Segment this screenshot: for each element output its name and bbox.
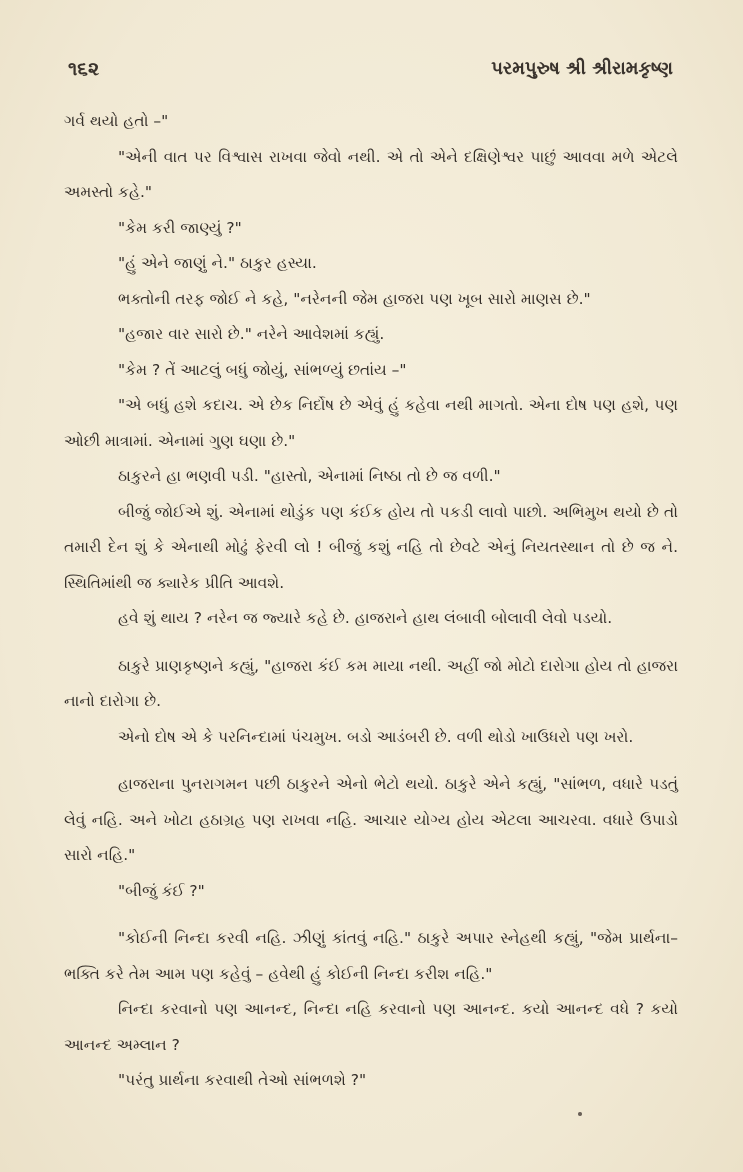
ink-speck — [578, 1112, 582, 1116]
running-title: પરમપુરુષ શ્રી શ્રીરામકૃષ્ણ — [491, 58, 673, 79]
paragraph: ઠાકુરે પ્રાણકૃષ્ણને કહ્યું, "હાજરા કંઈ કમ માયા નથી. અહીં જો મોટો દારોગા હોય તો હાજરા નાનો દારોગા છે. — [64, 656, 678, 710]
paragraph: ઠાકુરને હા ભણવી પડી. "હાસ્તો, એનામાં નિષ્ઠા તો છે જ વળી." — [118, 467, 501, 485]
body-text — [64, 104, 678, 1099]
paragraph: "હું એને જાણું ને." ઠાકુર હસ્યા. — [118, 254, 317, 272]
paragraph: ભક્તોની તરફ જોઈ ને કહે, "નરેનની જેમ હાજરા પણ ખૂબ સારો માણસ છે." — [118, 289, 591, 308]
paragraph: "એ બધું હશે કદાચ. એ છેક નિર્દોષ છે એવું હું કહેવા નથી માગતો. એના દોષ પણ હશે, પણ ઓછી માત્રામાં. એનામાં ગુણ ઘણા છે." — [64, 396, 678, 450]
paragraph: બીજું જોઈએ શું. એનામાં થોડુંક પણ કંઈક હોય તો પકડી લાવો પાછો. અભિમુખ થયો છે તો તમારી દેન શું કે એનાથી મોઢું ફેરવી લો ! બીજું કશું નહિ તો છેવટે એનું નિયતસ્થાન તો છે જ ને. સ્થિતિમાંથી જ ક્યારેક પ્રીતિ આવશે. — [64, 502, 678, 592]
paragraph: "કોઈની નિન્દા કરવી નહિ. ઝીણું કાંતવું નહિ." ઠાકુરે અપાર સ્નેહથી કહ્યું, "જેમ પ્રાર્થના–ભક્તિ કરે તેમ આમ પણ કહેવું – હવેથી હું કોઈની નિન્દા કરીશ નહિ." — [64, 929, 678, 983]
paragraph: ગર્વ થયો હતો –" — [64, 112, 169, 130]
paragraph: હવે શું થાય ? નરેન જ જ્યારે કહે છે. હાજરાને હાથ લંબાવી બોલાવી લેવો પડયો. — [118, 609, 613, 627]
paragraph: હાજરાના પુનરાગમન પછી ઠાકુરને એનો ભેટો થયો. ઠાકુરે એને કહ્યું, "સાંભળ, વધારે પડતું લેવું નહિ. અને ખોટા હઠાગ્રહ પણ રાખવા નહિ. આચાર યોગ્ય હોય એટલા આચરવા. વધારે ઉપાડો સારો નહિ." — [64, 775, 678, 864]
paragraph: "બીજું કંઈ ?" — [118, 881, 205, 900]
paragraph: "પરંતુ પ્રાર્થના કરવાથી તેઓ સાંભળશે ?" — [118, 1071, 367, 1089]
paragraph: એનો દોષ એ કે પરનિન્દામાં પંચમુખ. બડો આડંબરી છે. વળી થોડો ખાઉધરો પણ ખરો. — [118, 727, 634, 746]
paragraph: "એની વાત પર વિશ્વાસ રાખવા જેવો નથી. એ તો એને દક્ષિણેશ્વર પાછું આવવા મળે એટલે અમસ્તો કહે." — [64, 147, 678, 201]
paragraph: "હજાર વાર સારો છે." નરેને આવેશમાં કહ્યું. — [118, 325, 385, 343]
paragraph: "કેમ કરી જાણ્યું ?" — [118, 218, 242, 237]
page-number: ૧૬૨ — [68, 58, 100, 80]
paragraph: "કેમ ? તેં આટલું બધું જોયું, સાંભળ્યું છતાંય –" — [118, 360, 407, 379]
page-header — [64, 58, 673, 88]
paragraph: નિન્દા કરવાનો પણ આનન્દ, નિન્દા નહિ કરવાનો પણ આનન્દ. કયો આનન્દ વધે ? કયો આનન્દ અમ્લાન ? — [64, 1000, 678, 1054]
